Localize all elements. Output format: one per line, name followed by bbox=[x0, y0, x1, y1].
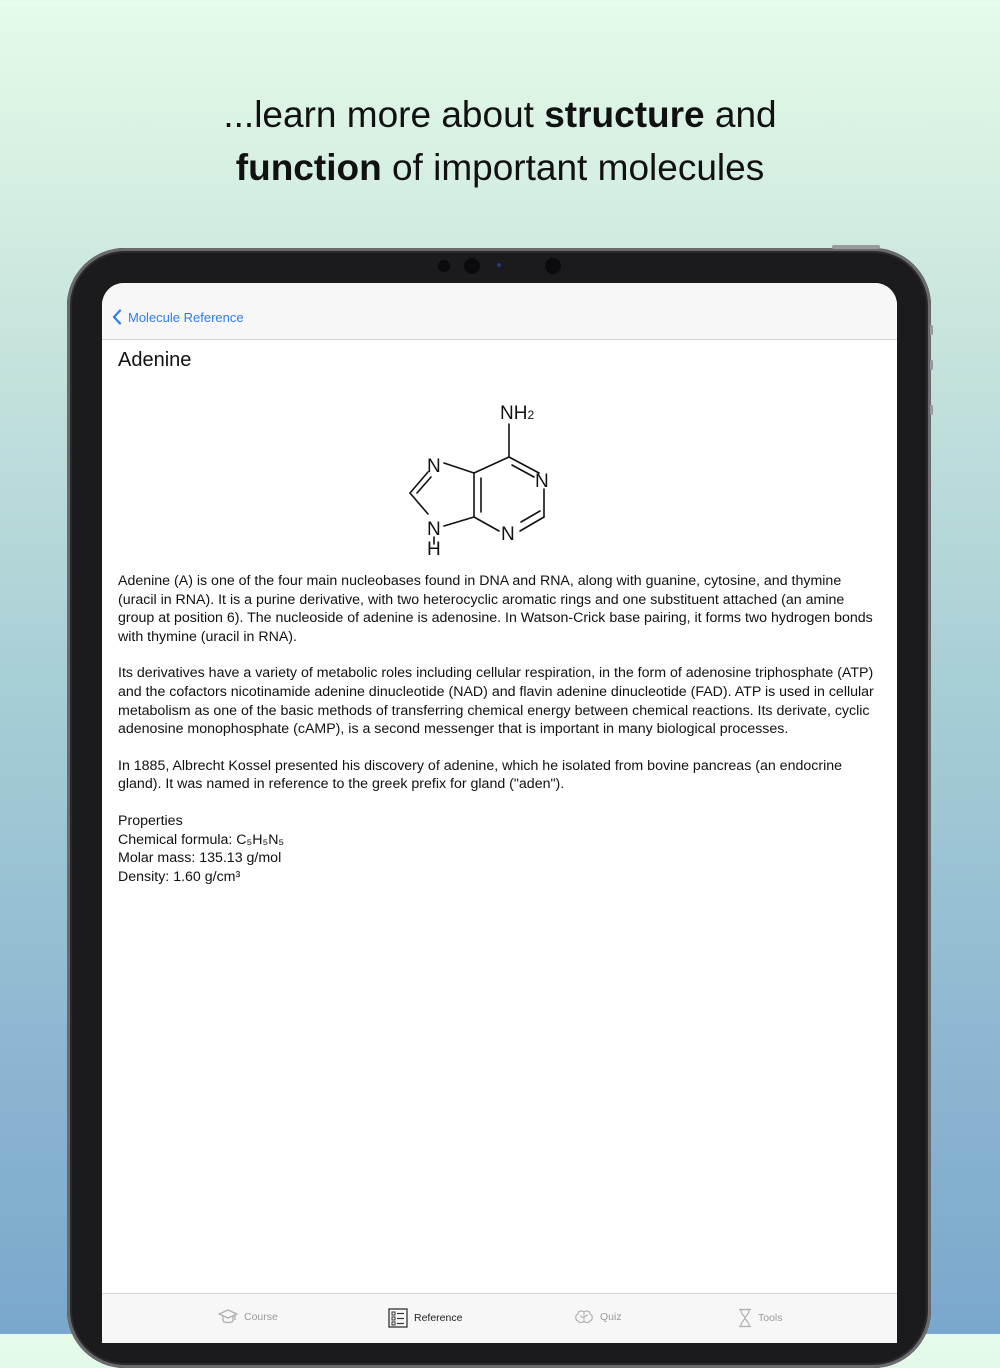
description-paragraph: Adenine (A) is one of the four main nucleobases found in DNA and RNA, along with guanine, cytosine, and thymine (uracil in RNA). It is a purine derivative, with two heterocyclic aromatic rings and one substituent attached (an amine group at position 6). The nucleoside of adenine is adenosine. In Watson-Crick base pairing, it forms two hydrogen bonds with thymine (uracil in RNA). bbox=[118, 573, 873, 645]
atom-label-h9: H bbox=[426, 539, 441, 556]
tab-quiz[interactable] bbox=[574, 1308, 622, 1326]
back-button-label: Molecule Reference bbox=[128, 309, 244, 325]
tab-tools[interactable] bbox=[738, 1308, 783, 1328]
headline-line-1: ...learn more about structure and bbox=[223, 94, 777, 135]
atom-label-n9: N bbox=[426, 519, 441, 540]
headline-line-2: function of important molecules bbox=[235, 147, 765, 188]
front-camera bbox=[464, 258, 480, 274]
list-icon bbox=[388, 1308, 408, 1328]
bond bbox=[417, 477, 431, 493]
molecule-title: Adenine bbox=[118, 349, 192, 371]
tab-label: Course bbox=[244, 1311, 278, 1323]
volume-up-button bbox=[930, 325, 933, 335]
atom-label-n3: N bbox=[500, 524, 515, 545]
atom-label-n1: N bbox=[534, 471, 549, 492]
tab-reference[interactable] bbox=[388, 1308, 462, 1328]
bond bbox=[512, 465, 534, 477]
sensor-dot bbox=[545, 258, 561, 274]
bond bbox=[520, 517, 544, 531]
description-paragraph: Its derivatives have a variety of metabolic roles including cellular respiration, in the form of adenosine triphosphate (ATP) and the cofactors nicotinamide adenine dinucleotide (NAD) and flavin adenine dinucleotide (FAD). ATP is used in cellular metabolism as one of the basic methods of transferring chemical energy between chemical reactions. Its derivate, cyclic adenosine monophosphate (cAMP), is a second messenger that is important in many biological processes. bbox=[118, 665, 874, 738]
bond bbox=[444, 463, 474, 473]
bond bbox=[444, 517, 474, 526]
adenine-structure-diagram bbox=[401, 386, 601, 556]
volume-button bbox=[930, 405, 933, 415]
navigation-bar bbox=[102, 283, 897, 340]
atom-label-nh2: NH2 bbox=[499, 403, 534, 424]
tab-label: Quiz bbox=[600, 1311, 622, 1323]
chemical-formula: Chemical formula: C₅H₅N₅ bbox=[118, 831, 285, 848]
properties-heading: Properties bbox=[118, 812, 183, 829]
bond bbox=[474, 517, 499, 531]
hourglass-icon bbox=[738, 1308, 752, 1328]
app-screen bbox=[102, 283, 897, 1343]
volume-button bbox=[930, 360, 933, 370]
properties-section bbox=[118, 812, 883, 886]
tab-course[interactable] bbox=[218, 1308, 278, 1326]
bond bbox=[410, 493, 428, 514]
bond bbox=[474, 457, 509, 473]
brain-icon bbox=[574, 1308, 594, 1326]
tab-label: Tools bbox=[758, 1312, 783, 1324]
tab-label: Reference bbox=[414, 1312, 463, 1324]
molecule-detail bbox=[118, 349, 883, 886]
promo-headline bbox=[0, 88, 1000, 194]
top-button bbox=[832, 245, 880, 249]
description-paragraph: In 1885, Albrecht Kossel presented his discovery of adenine, which he isolated from bovine pancreas (an endocrine gland). It was named in reference to the greek prefix for gland ("aden"). bbox=[118, 757, 842, 793]
sensor-dot bbox=[497, 263, 501, 267]
back-button[interactable] bbox=[112, 309, 244, 325]
molar-mass: Molar mass: 135.13 g/mol bbox=[118, 850, 282, 867]
density: Density: 1.60 g/cm³ bbox=[118, 868, 241, 885]
atom-label-n7: N bbox=[426, 456, 441, 477]
sensor-dot bbox=[438, 260, 450, 272]
tab-bar bbox=[102, 1293, 897, 1343]
graduation-cap-icon bbox=[218, 1308, 238, 1326]
chevron-left-icon bbox=[112, 309, 122, 325]
